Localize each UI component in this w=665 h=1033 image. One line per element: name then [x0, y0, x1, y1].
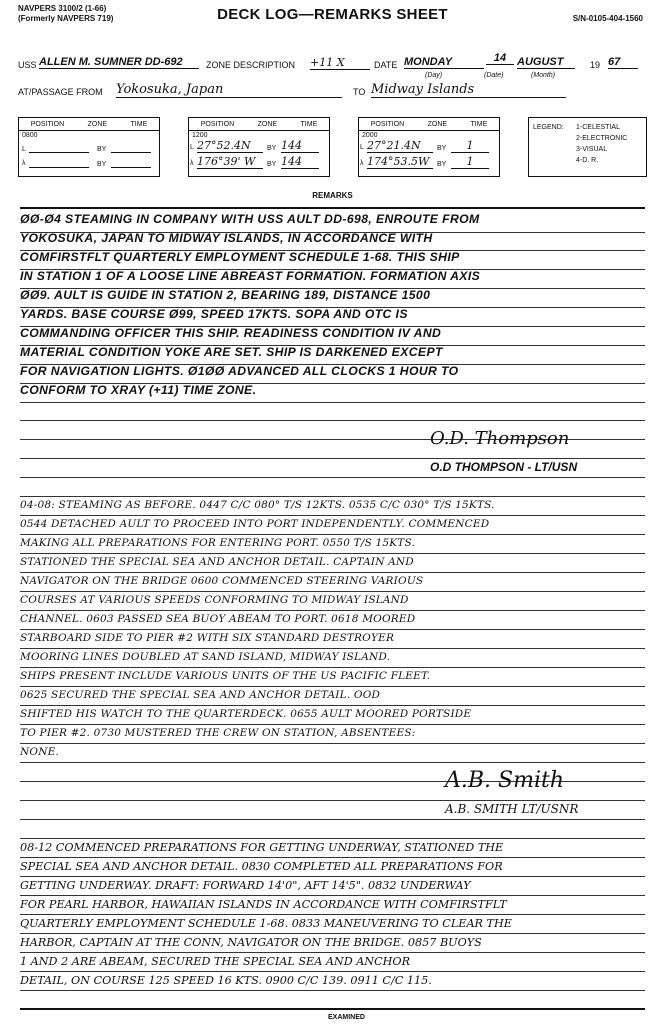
- remarks-line: NONE.: [20, 746, 59, 758]
- position-lat: 27°21.4N: [367, 139, 433, 153]
- form-number: NAVPERS 3100/2 (1-66) (Formerly NAVPERS 719): [18, 4, 114, 23]
- zone-value: +11 X: [310, 56, 370, 70]
- remarks-line: 1 AND 2 ARE ABEAM, SECURED THE SPECIAL SEA AND ANCHOR: [20, 955, 411, 968]
- remarks-line: MATERIAL CONDITION YOKE ARE SET. SHIP IS DARKENED EXCEPT: [20, 345, 443, 359]
- position-lon: 176°39' W: [197, 155, 263, 169]
- signer-name: O.D THOMPSON - LT/USN: [430, 460, 578, 474]
- position-by-2: 144: [281, 155, 319, 169]
- remarks-line: DETAIL, ON COURSE 125 SPEED 16 KTS. 0900 C/C 139. 0911 C/C 115.: [20, 974, 432, 987]
- position-time: 2000: [362, 132, 378, 139]
- position-by-2: 1: [451, 155, 489, 169]
- remarks-line: MOORING LINES DOUBLED AT SAND ISLAND, MIDWAY ISLAND.: [20, 651, 391, 663]
- position-lat: 27°52.4N: [197, 139, 263, 153]
- remarks-line: COMFIRSTFLT QUARTERLY EMPLOYMENT SCHEDULE 1-68. THIS SHIP: [20, 250, 460, 264]
- examined-label: EXAMINED: [328, 1014, 365, 1021]
- stock-number: S/N-0105-404-1560: [572, 14, 643, 23]
- remarks-line: FOR PEARL HARBOR, HAWAIIAN ISLANDS IN ACCORDANCE WITH COMFIRSTFLT: [20, 898, 507, 911]
- remarks-line: SPECIAL SEA AND ANCHOR DETAIL. 0830 COMPLETED ALL PREPARATIONS FOR: [20, 860, 503, 873]
- month-caption: (Month): [531, 72, 556, 79]
- signature: O.D. Thompson: [430, 428, 570, 449]
- position-lon: 174°53.5W: [367, 155, 433, 169]
- zone-label: ZONE DESCRIPTION: [206, 60, 296, 70]
- remarks-label: REMARKS: [312, 191, 353, 200]
- legend-box: [528, 117, 647, 177]
- legend-item: 1-CELESTIAL: [576, 124, 620, 131]
- position-by-1: 1: [451, 139, 489, 153]
- remarks-line: TO PIER #2. 0730 MUSTERED THE CREW ON STATION, ABSENTEES:: [20, 727, 416, 739]
- remarks-line: QUARTERLY EMPLOYMENT SCHEDULE 1-68. 0833 MANEUVERING TO CLEAR THE: [20, 917, 512, 930]
- position-time: 0800: [22, 132, 38, 139]
- remarks-line: COMMANDING OFFICER THIS SHIP. READINESS CONDITION IV AND: [20, 326, 442, 340]
- remarks-line: 04-08: STEAMING AS BEFORE. 0447 C/C 080° T/S 12KTS. 0535 C/C 030° T/S 15KTS.: [20, 499, 495, 511]
- position-by-1: 144: [281, 139, 319, 153]
- to-label: TO: [353, 87, 366, 97]
- position-box-0800: POSITION ZONE TIME 0800 L BY λ BY: [18, 117, 160, 177]
- passage-line: [18, 82, 648, 102]
- legend-label: LEGEND:: [533, 124, 564, 131]
- remarks-line: COURSES AT VARIOUS SPEEDS CONFORMING TO MIDWAY ISLAND: [20, 594, 409, 606]
- position-box-1200: POSITION ZONE TIME 1200 L 27°52.4N BY 144 λ 176°39' W BY 144: [188, 117, 330, 177]
- remarks-line: STATIONED THE SPECIAL SEA AND ANCHOR DETAIL. CAPTAIN AND: [20, 556, 414, 568]
- date-value: 14: [486, 52, 514, 65]
- uss-label: USS: [18, 60, 37, 70]
- year-value: 67: [608, 56, 638, 69]
- remarks-line: CHANNEL. 0603 PASSED SEA BUOY ABEAM TO PORT. 0618 MOORED: [20, 613, 416, 625]
- remarks-line: SHIFTED HIS WATCH TO THE QUARTERDECK. 0655 AULT MOORED PORTSIDE: [20, 708, 472, 720]
- day-value: MONDAY: [404, 56, 484, 69]
- day-caption: (Day): [425, 72, 443, 79]
- legend-item: 2-ELECTRONIC: [576, 135, 628, 142]
- remarks-line: ØØ9. AULT IS GUIDE IN STATION 2, BEARING 189, DISTANCE 1500: [20, 288, 431, 302]
- remarks-line: SHIPS PRESENT INCLUDE VARIOUS UNITS OF THE US PACIFIC FLEET.: [20, 670, 431, 682]
- remarks-line: HARBOR, CAPTAIN AT THE CONN, NAVIGATOR ON THE BRIDGE. 0857 BUOYS: [20, 936, 482, 949]
- remarks-line: ØØ-Ø4 STEAMING IN COMPANY WITH USS AULT DD-698, ENROUTE FROM: [20, 212, 480, 226]
- year-prefix: 19: [590, 60, 601, 70]
- remarks-line: NAVIGATOR ON THE BRIDGE 0600 COMMENCED STEERING VARIOUS: [20, 575, 424, 587]
- remarks-line: CONFORM TO XRAY (+11) TIME ZONE.: [20, 383, 257, 397]
- month-value: AUGUST: [517, 56, 575, 69]
- signer-name: A.B. SMITH LT/USNR: [445, 802, 579, 816]
- remarks-line: 0625 SECURED THE SPECIAL SEA AND ANCHOR DETAIL. OOD: [20, 689, 381, 701]
- position-time: 1200: [192, 132, 208, 139]
- remarks-line: IN STATION 1 OF A LOOSE LINE ABREAST FORMATION. FORMATION AXIS: [20, 269, 481, 283]
- legend-item: 3-VISUAL: [576, 146, 608, 153]
- remarks-line: 0544 DETACHED AULT TO PROCEED INTO PORT INDEPENDENTLY. COMMENCED: [20, 518, 490, 530]
- passage-label: AT/PASSAGE FROM: [18, 87, 103, 97]
- date-label: DATE: [374, 60, 398, 70]
- remarks-line: YOKOSUKA, JAPAN TO MIDWAY ISLANDS, IN ACCORDANCE WITH: [20, 231, 433, 245]
- remarks-line: FOR NAVIGATION LIGHTS. Ø1ØØ ADVANCED ALL CLOCKS 1 HOUR TO: [20, 364, 459, 378]
- remarks-line: MAKING ALL PREPARATIONS FOR ENTERING PORT. 0550 T/S 15KTS.: [20, 537, 416, 549]
- remarks-line: 08-12 COMMENCED PREPARATIONS FOR GETTING UNDERWAY, STATIONED THE: [20, 841, 504, 854]
- passage-from: Yokosuka, Japan: [116, 82, 342, 98]
- remarks-line: STARBOARD SIDE TO PIER #2 WITH SIX STANDARD DESTROYER: [20, 632, 395, 644]
- page-title: DECK LOG—REMARKS SHEET: [217, 6, 448, 23]
- legend-item: 4-D. R.: [576, 157, 599, 164]
- passage-to: Midway Islands: [371, 82, 566, 98]
- date-caption: (Date): [484, 72, 504, 79]
- ship-name: ALLEN M. SUMNER DD-692: [39, 56, 199, 69]
- signature: A.B. Smith: [445, 768, 565, 793]
- position-box-2000: POSITION ZONE TIME 2000 L 27°21.4N BY 1 λ 174°53.5W BY 1: [358, 117, 500, 177]
- remarks-line: GETTING UNDERWAY. DRAFT: FORWARD 14'0", AFT 14'5". 0832 UNDERWAY: [20, 879, 471, 892]
- remarks-line: YARDS. BASE COURSE Ø99, SPEED 17KTS. SOPA AND OTC IS: [20, 307, 408, 321]
